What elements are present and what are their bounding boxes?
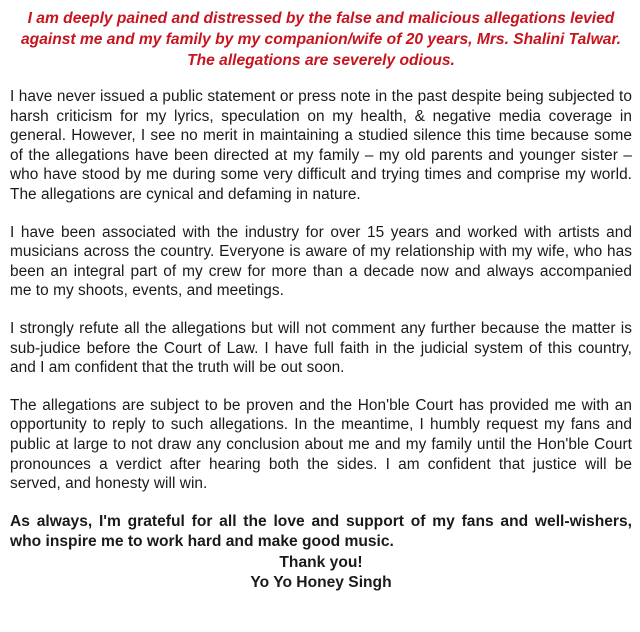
paragraph-public-statement: I have never issued a public statement or press note in the past despite being subjected to harsh criticism for my lyrics, speculation on my health, & negative media coverage in general. However, I see no merit in maintaining a studied silence this time because some of the allegations have been directed at my family – my old parents and younger sister – who have stood by me during some very difficult and trying times and comprise my world. The allegations are cynical and defaming in nature.: [10, 88, 632, 203]
thank-you-line: Thank you!: [279, 553, 363, 571]
paragraph-court-request: The allegations are subject to be proven and the Hon'ble Court has provided me with an opportunity to reply to such allegations. In the meantime, I humbly request my fans and public at large to not draw any conclusion about me and my family until the Hon'ble Court pronounces a verdict after hearing both the sides. I am confident that justice will be served, and honesty will win.: [10, 396, 632, 493]
statement-headline: I am deeply pained and distressed by the false and malicious allegations levied against me and my family by my companion/wife of 20 years, Mrs. Shalini Talwar. The allegations are severely odious.: [21, 10, 621, 69]
paragraph-industry-association: I have been associated with the industry for over 15 years and worked with artists and musicians across the country. Everyone is aware of my relationship with my wife, who has been an integral part of my crew for more than a decade now and always accompanied me to my shoots, events, and meetings.: [10, 223, 632, 300]
paragraph-refute-allegations: I strongly refute all the allegations but will not comment any further because the matter is sub-judice before the Court of Law. I have full faith in the judicial system of this country, and I am confident that the truth will be out soon.: [10, 319, 632, 377]
closing-gratitude: As always, I'm grateful for all the love and support of my fans and well-wishers, who inspire me to work hard and make good music.: [10, 512, 632, 551]
signature-name: Yo Yo Honey Singh: [250, 573, 392, 591]
